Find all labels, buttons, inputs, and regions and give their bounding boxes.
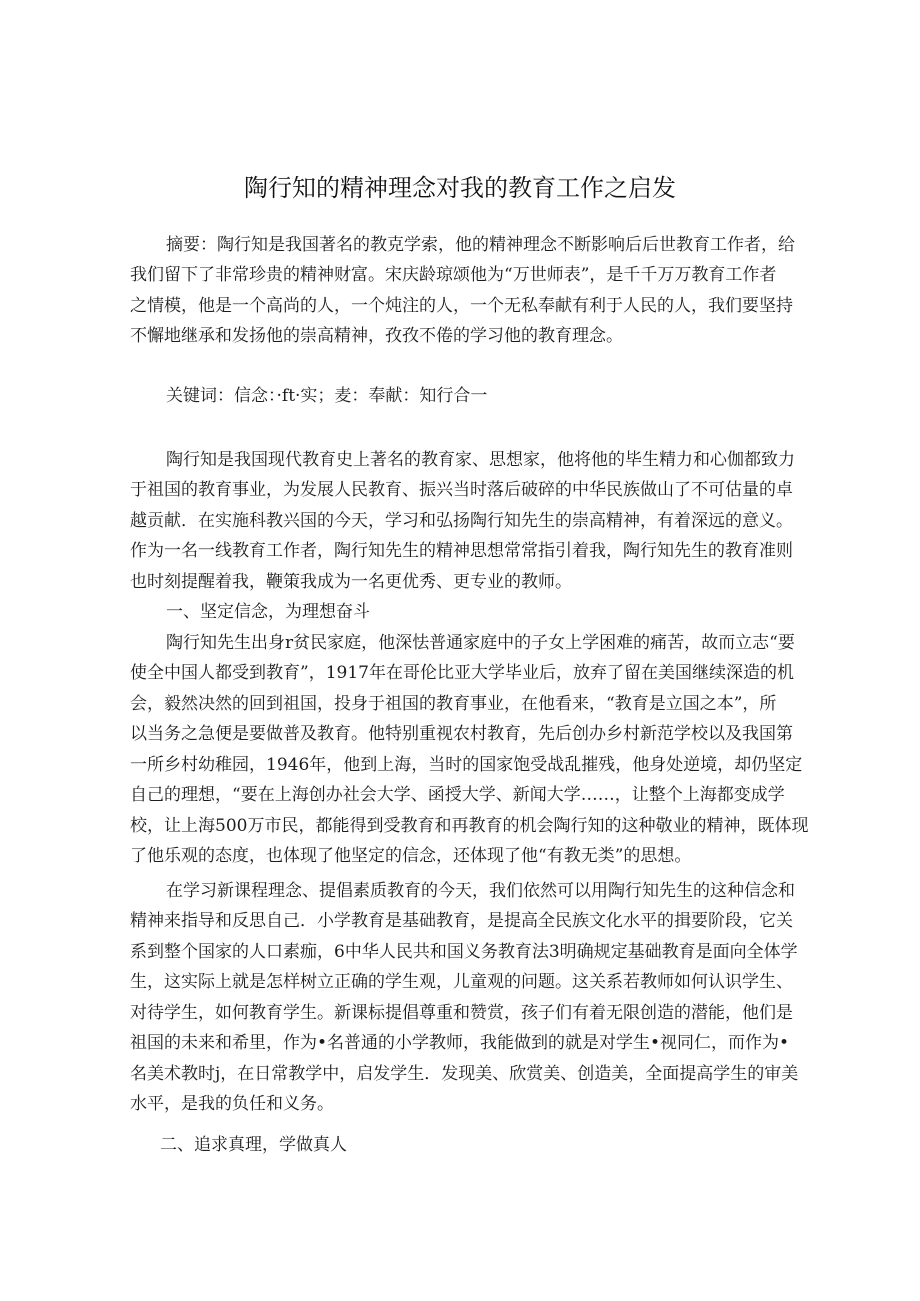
paragraph-line: 自己的理想，“要在上海创办社会大学、函授大学、新闻大学……，让整个上海都变成学 <box>130 785 785 805</box>
abstract-line: 摘要：陶行知是我国著名的教克学索，他的精神理念不断影响后后世教育工作者，给 <box>166 235 795 255</box>
intro-line: 也时刻提醒着我，鞭策我成为一名更优秀、更专业的教师。 <box>130 572 572 592</box>
abstract-line: 不懈地继承和发扬他的崇高精神，孜孜不倦的学习他的教育理念。 <box>130 326 623 346</box>
keywords-line: 关键词：信念：·ft·实；麦：奉献：知行合一 <box>166 386 488 406</box>
paragraph-line: 陶行知先生出身r贫民家庭，他深怯普通家庭中的子女上学困难的痛苦，故而立志“要 <box>166 633 795 653</box>
paragraph-line: 对待学生，如何教育学生。新课标提倡尊重和赞赏，孩子们有着无限创造的潜能，他们是 <box>130 1003 793 1023</box>
intro-line: 越贡献．在实施科教兴国的今天，学习和弘扬陶行知先生的崇高精神，有着深远的意义。 <box>130 511 793 531</box>
section-heading: 一、坚定信念，为理想奋斗 <box>166 602 370 622</box>
abstract-line: 我们留下了非常珍贵的精神财富。宋庆龄琼颂他为“万世师表”，是千千万万教育工作者 <box>130 265 777 285</box>
paragraph-line: 会，毅然决然的回到祖国，投身于祖国的教育事业，在他看来，“教育是立国之本”，所 <box>130 694 777 714</box>
paragraph-line: 使全中国人都受到教育”，1917年在哥伦比亚大学毕业后，放弃了留在美国继续深造的机 <box>130 663 794 683</box>
intro-line: 作为一名一线教育工作者，陶行知先生的精神思想常常指引着我，陶行知先生的教育准则 <box>130 541 793 561</box>
paragraph-line: 校，让上海500万市民，都能得到受教育和再教育的机会陶行知的这种敬业的精神，既体现 <box>130 816 809 836</box>
paragraph-line: 系到整个国家的人口素痂，6中华人民共和国义务教育法3明确规定基础教育是面向全体学 <box>130 942 798 962</box>
paragraph-line: 一所乡村幼稚园，1946年，他到上海，当时的国家饱受战乱摧残，他身处逆境，却仍坚定 <box>130 755 803 775</box>
paragraph-line: 祖国的未来和希里，作为•名普通的小学教师，我能做到的就是对学生•视同仁，而作为• <box>130 1033 790 1053</box>
abstract-line: 之情模，他是一个高尚的人，一个炖注的人，一个无私奉献有利于人民的人，我们要坚持 <box>130 296 793 316</box>
paragraph-line: 以当务之急便是要做普及教育。他特别重视农村教育，先后创办乡村新范学校以及我国第 <box>130 724 793 744</box>
section-heading: 二、追求真理，学做真人 <box>160 1135 347 1155</box>
paragraph-line: 名美术教时j，在日常教学中，启发学生．发现美、欣赏美、创造美，全面提高学生的审美 <box>130 1064 799 1084</box>
paragraph-line: 了他乐观的态度，也体现了他坚定的信念，还体现了他“有教无类”的思想。 <box>130 846 692 866</box>
paragraph-line: 精神来指导和反思自己．小学教育是基础教育，是提高全民族文化水平的揖要阶段，它关 <box>130 911 793 931</box>
paragraph-line: 在学习新课程理念、提倡素质教育的今天，我们依然可以用陶行知先生的这种信念和 <box>166 881 795 901</box>
intro-line: 陶行知是我国现代教育史上著名的教育家、思想家，他将他的毕生精力和心伽都致力 <box>166 450 795 470</box>
paragraph-line: 水平，是我的负任和义务。 <box>130 1094 334 1114</box>
document-title: 陶行知的精神理念对我的教育工作之启发 <box>244 174 676 202</box>
intro-line: 于祖国的教育事业，为发展人民教育、振兴当时落后破碎的中华民族做山了不可估量的卓 <box>130 480 793 500</box>
paragraph-line: 生，这实际上就是怎样树立正确的学生观，儿童观的问题。这关系若教师如何认识学生、 <box>130 972 793 992</box>
